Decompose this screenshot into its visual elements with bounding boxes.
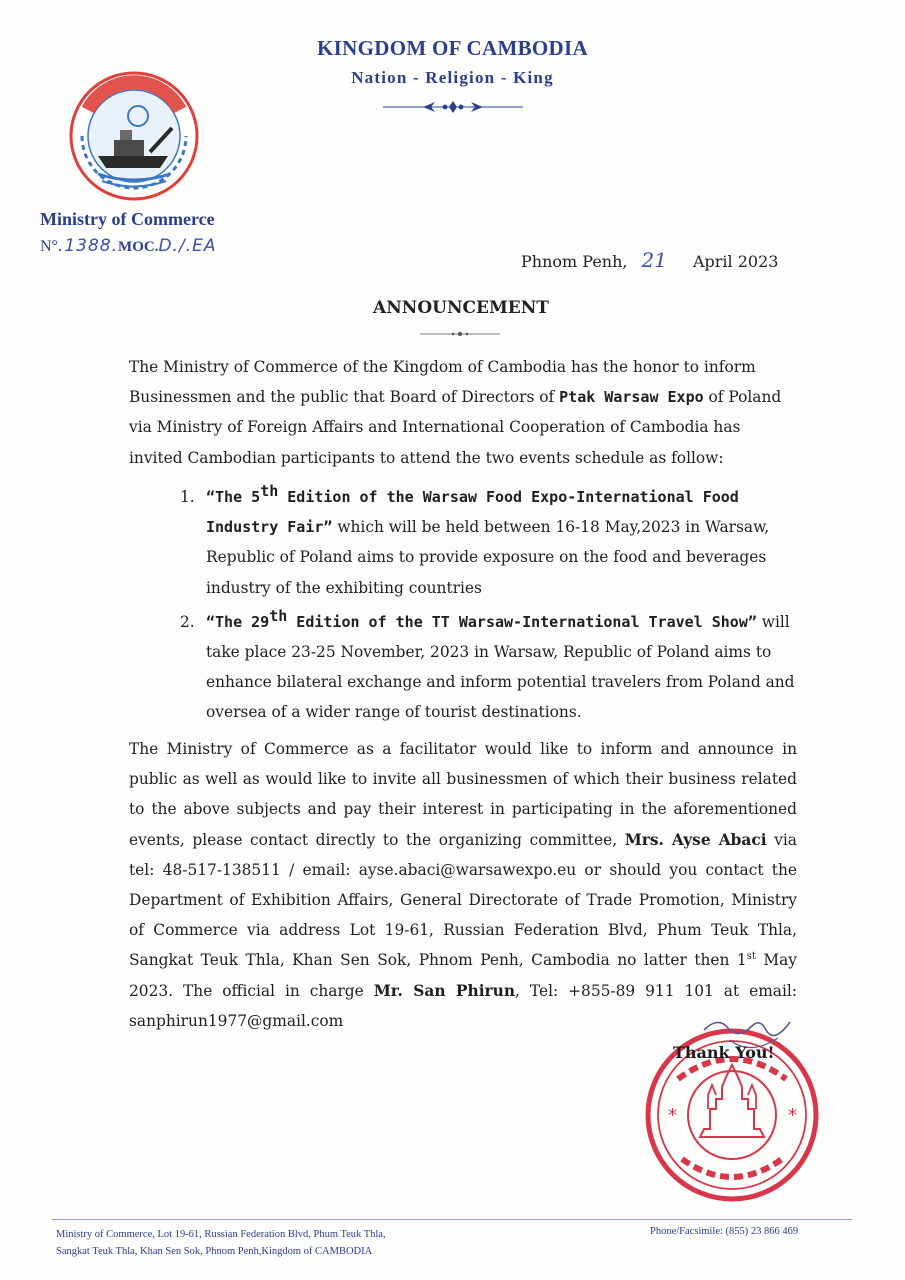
footer-divider	[52, 1219, 852, 1220]
kingdom-heading: KINGDOM OF CAMBODIA	[317, 36, 588, 60]
footer-phone: Phone/Facsimile: (855) 23 866 469	[650, 1226, 799, 1237]
national-motto: Nation - Religion - King	[351, 68, 554, 87]
organizer-name: Ptak Warsaw Expo	[559, 388, 704, 407]
events-list	[180, 482, 797, 728]
intro-paragraph: The Ministry of Commerce of the Kingdom of Cambodia has the honor to inform Businessmen and the public that Board of Directors of Ptak Warsaw Expo of Poland via Ministry of Foreign Affairs and International Cooperation of Cambodia has invited Cambodian participants to attend the two events schedule as follow:	[129, 358, 782, 467]
contact-paragraph: The Ministry of Commerce as a facilitator would like to inform and announce in public as well as would like to invite all businessmen of which their business related to the above subjects and pay their interest in participating in the aforementioned events, please contact directly to the organizing committee, Mrs. Ayse Abaci via tel: 48-517-138511 / email: ayse.abaci@warsawexpo.eu or should you contact the Department of Exhibition Affairs, General Directorate of Trade Promotion, Ministry of Commerce via address Lot 19-61, Russian Federation Blvd, Phum Teuk Thla, Sangkat Teuk Thla, Khan Sen Sok, Phnom Penh, Cambodia no latter then 1st May 2023. The official in charge Mr. San Phirun, Tel: +855-89 911 101 at email: sanphirun1977@gmail.com	[129, 740, 798, 1030]
ref-prefix: N°	[40, 238, 58, 255]
dateline	[521, 248, 778, 272]
ministry-name: Ministry of Commerce	[40, 209, 215, 229]
title-ornament-icon	[420, 330, 500, 338]
svg-text:*: *	[788, 1105, 797, 1126]
date-city: Phnom Penh,	[521, 252, 628, 271]
ref-handwritten-number: .1388.	[57, 236, 119, 256]
contact-person-2: Mr. San Phirun	[373, 981, 516, 1000]
svg-text:*: *	[668, 1105, 677, 1126]
contact-person-1: Mrs. Ayse Abaci	[624, 830, 767, 849]
list-item: 1. “The 5th Edition of the Warsaw Food Expo-International Food Industry Fair” which will be held between 16-18 May,2023 in Warsaw, Republic of Poland aims to provide exposure on the food and beverages industry of the exhibiting countries	[180, 481, 770, 597]
ref-code: MOC.	[118, 239, 159, 255]
list-item: 2. “The 29th Edition of the TT Warsaw-International Travel Show” will take place 23-25 November, 2023 in Warsaw, Republic of Poland aims to enhance bilateral exchange and inform potential travelers from Poland and oversea of a wider range of tourist destinations.	[180, 606, 795, 722]
date-day-handwritten: 21	[641, 248, 667, 272]
ref-handwritten-suffix: D./.EA	[158, 236, 217, 256]
ornament-divider-icon	[383, 100, 523, 114]
ministry-logo-icon	[68, 70, 200, 202]
date-month-year: April 2023	[692, 252, 779, 271]
footer-address: Ministry of Commerce, Lot 19-61, Russian Federation Blvd, Phum Teuk Thla, Sangkat Teuk Thla, Khan Sen Sok, Phnom Penh,Kingdom of CAMBODIA	[56, 1229, 386, 1257]
closing-thank-you: Thank You!	[673, 1043, 775, 1062]
reference-number	[40, 236, 216, 256]
document-title: ANNOUNCEMENT	[373, 298, 549, 318]
